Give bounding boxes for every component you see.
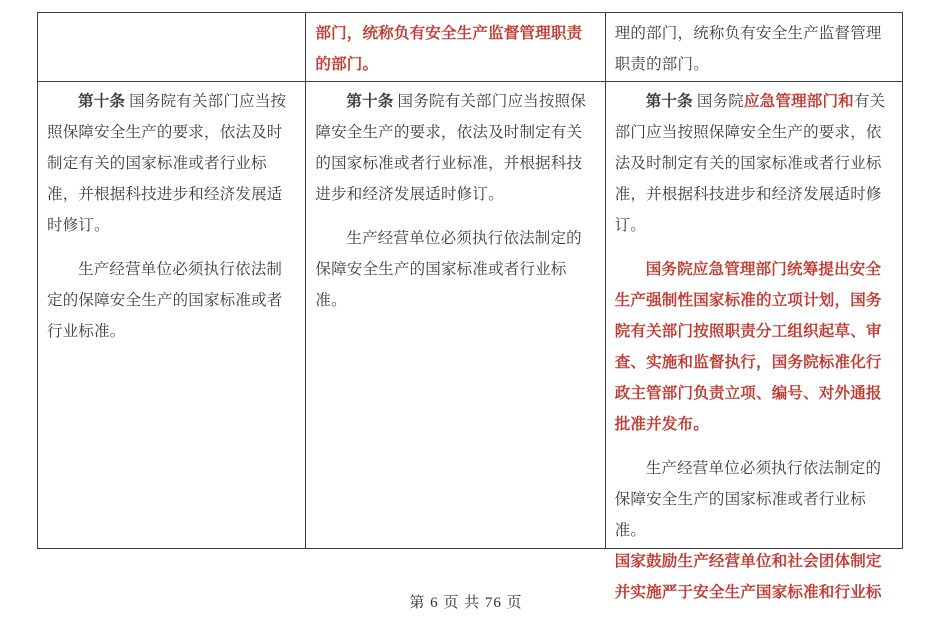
added-text: 应急管理部门和 bbox=[743, 93, 854, 110]
paragraph bbox=[315, 18, 595, 80]
body-text: 生产经营单位必须执行依法制定的保障安全生产的国家标准或者行业标准。 bbox=[315, 230, 582, 309]
body-text: 国务院有关部门应当按照保障安全生产的要求，依法及时制定有关的国家标准或者行业标准，并根据科技进步和经济发展适时修订。 bbox=[47, 93, 287, 234]
table-cell-col1 bbox=[38, 82, 305, 548]
paragraph bbox=[615, 453, 893, 546]
law-comparison-table bbox=[37, 12, 903, 601]
article-number: 第十条 bbox=[78, 93, 126, 110]
body-text: 理的部门，统称负有安全生产监督管理职责的部门。 bbox=[614, 25, 882, 73]
paragraph bbox=[47, 254, 296, 347]
body-text: 生产经营单位必须执行依法制定的保障安全生产的国家标准或者行业标准。 bbox=[47, 261, 283, 340]
body-text: 有关部门应当按照保障安全生产的要求，依法及时制定有关的国家标准或者行业标准，并根据科技进步和经济发展适时修订。 bbox=[614, 93, 886, 234]
added-text: 国家鼓励生产经营单位和社会团体制定并实施严于安全生产国家标准和行业标 bbox=[614, 553, 882, 601]
table-cell-col1-empty bbox=[38, 13, 305, 81]
body-text: 国务院有关部门应当按照保障安全生产的要求，依法及时制定有关的国家标准或者行业标准，并根据科技进步和经济发展适时修订。 bbox=[315, 93, 586, 203]
added-text: 部门，统称负有安全生产监督管理职责的部门。 bbox=[315, 25, 583, 73]
article-number: 第十条 bbox=[645, 93, 693, 110]
paragraph bbox=[315, 223, 595, 316]
table-row-continuation bbox=[38, 13, 902, 81]
page-number-footer: 第 6 页 共 76 页 bbox=[409, 595, 523, 611]
table-cell-col2 bbox=[305, 82, 604, 548]
paragraph bbox=[47, 86, 296, 241]
article-number: 第十条 bbox=[346, 93, 394, 110]
body-text: 生产经营单位必须执行依法制定的保障安全生产的国家标准或者行业标准。 bbox=[614, 460, 882, 539]
paragraph bbox=[615, 254, 893, 440]
table-cell-col3 bbox=[605, 82, 902, 601]
body-text: 国务院 bbox=[692, 93, 744, 110]
paragraph bbox=[615, 86, 893, 241]
table-cell-col2 bbox=[305, 13, 604, 81]
paragraph bbox=[615, 18, 893, 80]
table-cell-col3 bbox=[605, 13, 902, 81]
table-row-article-10 bbox=[38, 81, 902, 601]
added-text: 国务院应急管理部门统筹提出安全生产强制性国家标准的立项计划，国务院有关部门按照职责分工组织起草、审查、实施和监督执行，国务院标准化行政主管部门负责立项、编号、对外通报批准并发布。 bbox=[614, 261, 882, 433]
paragraph bbox=[315, 86, 595, 210]
